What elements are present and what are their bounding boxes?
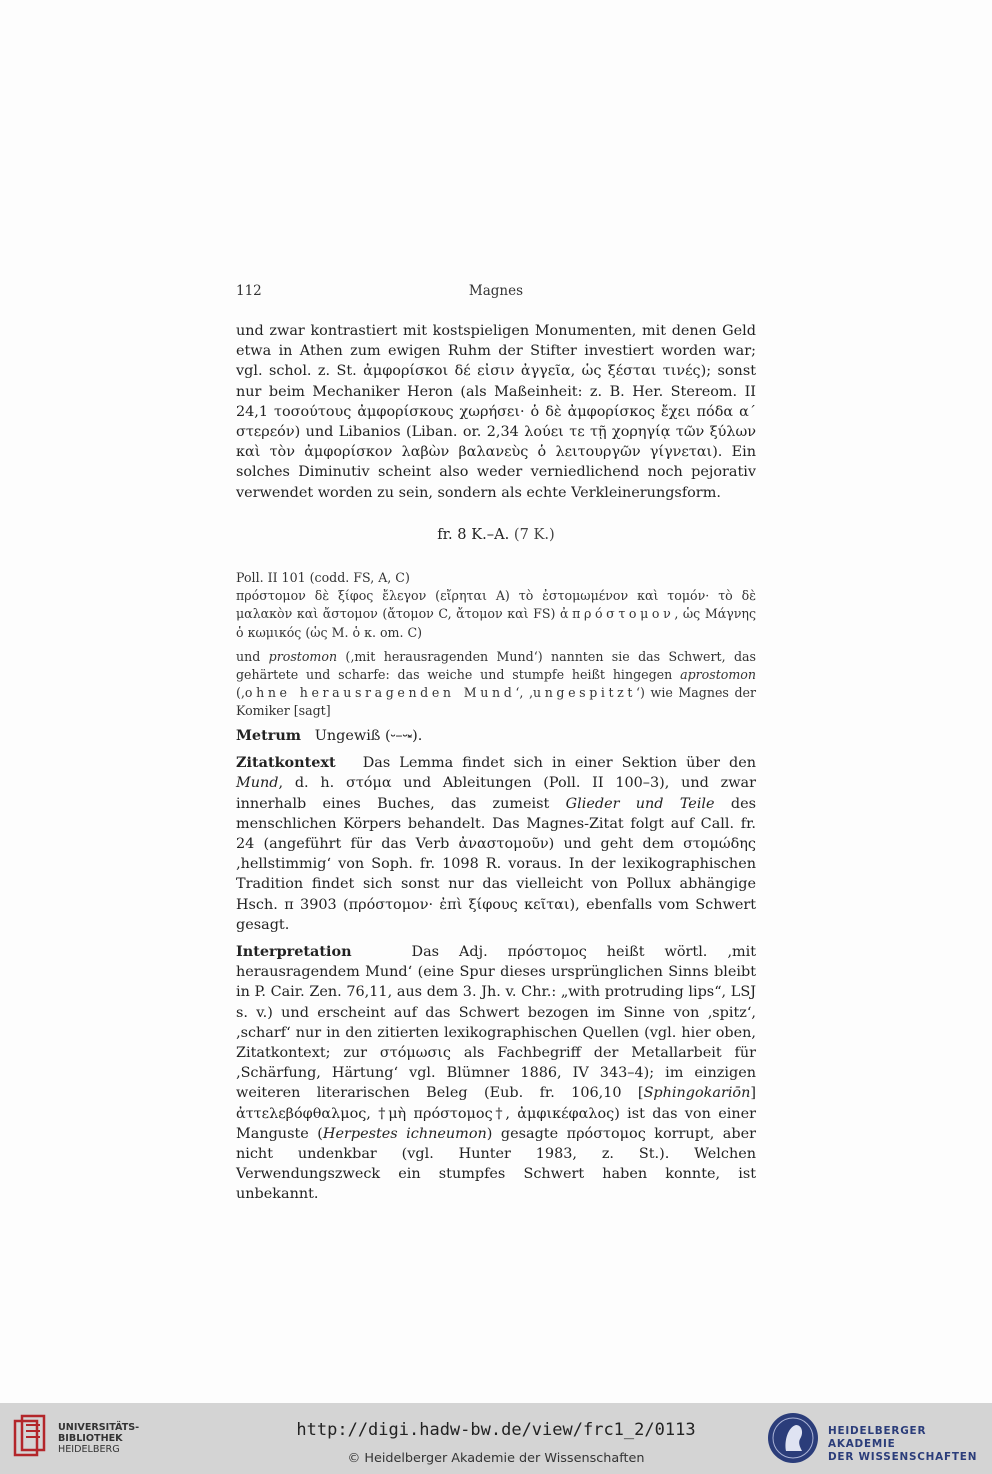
academy-seal-icon (766, 1411, 820, 1465)
running-title: Magnes (468, 283, 524, 299)
academy-name: HEIDELBERGER AKADEMIE DER WISSENSCHAFTEN (828, 1425, 978, 1463)
source-text-block (236, 569, 756, 721)
interpretation-label: Interpretation (236, 943, 352, 961)
zitatkontext-label: Zitatkontext (236, 754, 336, 772)
paragraph-continuation: und zwar kontrastiert mit kostspieligen Monumenten, mit denen Geld etwa in Athen zum ewigen Ruhm der Stifter investiert worden war; vgl. schol. z. St. ἀμφορίσκοι δέ εἰσιν ἀγγεῖα, ὡς ξέσται τινές); sonst nur beim Mechaniker Heron (als Maßeinheit: z. B. Her. Stereom. II 24,1 τοσούτους ἀμφορίσκους χωρήσει· ὁ δὲ ἀμφορίσκος ἔχει πόδα α΄ στερεόν) und Libanios (Liban. or. 2,34 λούει τε τῇ χορηγίᾳ τῶν ξύλων καὶ τὸν ἀμφορίσκον λαβὼν βαλανεὺς ὁ λειτουργῶν γίγνεται). Ein solches Diminutiv scheint also weder verniedlichend noch pejorativ verwendet worden zu sein, sondern als echte Verkleinerungsform. (236, 323, 756, 501)
permalink-url[interactable]: http://digi.hadw-bw.de/view/frc1_2/0113 (296, 1420, 696, 1440)
fragment-title: fr. 8 K.–A. (437, 526, 510, 543)
university-library-name: UNIVERSITÄTS- BIBLIOTHEK HEIDELBERG (58, 1422, 140, 1455)
commentary-block (236, 726, 756, 1205)
interpretation-section: Interpretation Das Adj. πρόστομος heißt wörtl. ‚mit herausragendem Mund‘ (eine Spur dieses ursprünglichen Sinns bleibt in P. Cair. Zen. 76,11, aus dem 3. Jh. v. Chr.: „with protruding lips“, LSJ s. v.) und erscheint auf das Schwert bezogen im Sinne von ‚spitz‘, ‚scharf‘ nur in den zitierten lexikographischen Quellen (vgl. hier oben, Zitatkontext; zur στόμωσις als Fachbegriff der Metallarbeit für ‚Schärfung, Härtung‘ vgl. Blümner 1886, IV 343–4); im einzigen weiteren literarischen Beleg (Eub. fr. 106,10 [Sphingokariōn] ἀττελεβόφθαλμος, †μὴ πρόστομος†, ἀμφικέφαλος) ist das von einer Manguste (Herpestes ichneumon) gesagte πρόστομος korrupt, aber nicht undenkbar (vgl. Hunter 1983, z. St.). Welchen Verwendungszweck ein stumpfes Schwert haben konnte, ist unbekannt. (236, 943, 756, 1203)
lemma-spaced: ἀπρόστομον (559, 606, 675, 622)
source-translation: und prostomon (‚mit herausragenden Mund‘) nannten sie das Schwert, das gehärtete und scharfe: das weiche und stumpfe heißt hingegen aprostomon (‚ohne herausragenden Mund‘, ‚ungespitzt‘) wie Magnes der Komiker [sagt] (236, 648, 757, 719)
fragment-heading (236, 526, 756, 543)
metrum-section: Metrum Ungewiß (⏑–⏑⏓). (236, 727, 423, 744)
source-greek: πρόστομον δὲ ξίφος ἔλεγον (εἴρηται A) τὸ ἐστομωμένον καὶ τομόν· τὸ δὲ μαλακὸν καὶ ἄστομον (ἄτομον C, ἄτομον καὶ FS) ἀπρόστομον, ὡς Μάγνης ὁ κωμικός (ὡς M. ὁ κ. om. C) (236, 588, 756, 640)
commentary-continuation (236, 321, 756, 503)
page-number: 112 (236, 283, 262, 299)
fragment-subtitle: (7 K.) (513, 526, 555, 543)
metrum-label: Metrum (236, 727, 302, 744)
copyright-notice: © Heidelberger Akademie der Wissenschaften (347, 1451, 645, 1466)
zitatkontext-section: Zitatkontext Das Lemma findet sich in einer Sektion über den Mund, d. h. στόμα und Ableitungen (Poll. II 100–3), und zwar innerhalb eines Buches, das zumeist Glieder und Teile des menschlichen Körpers behandelt. Das Magnes-Zitat folgt auf Call. fr. 24 (angeführt für das Verb ἀναστομοῦν) und geht dem στομώδης ‚hellstimmig‘ von Soph. fr. 1098 R. voraus. In der lexikographischen Tradition findet sich sonst nur das vielleicht von Pollux abhängige Hsch. π 3903 (πρόστομον· ἐπὶ ξίφους κεῖται), ebenfalls vom Schwert gesagt. (236, 754, 756, 933)
source-citation: Poll. II 101 (codd. FS, A, C) (236, 570, 410, 585)
